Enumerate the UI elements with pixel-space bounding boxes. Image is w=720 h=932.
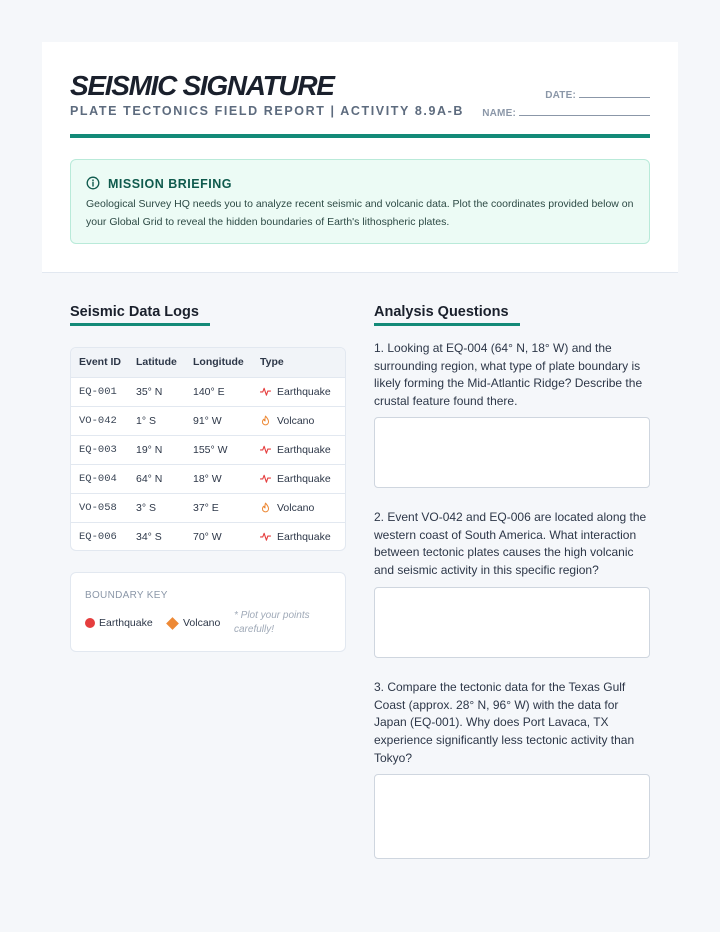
- date-field[interactable]: [545, 89, 650, 101]
- volcano-diamond-icon: [166, 617, 179, 630]
- cell-event-id: EQ-004: [79, 472, 117, 485]
- cell-type: [252, 435, 345, 464]
- cell-event-id: EQ-006: [79, 530, 117, 543]
- cell-latitude: 35° N: [136, 385, 163, 398]
- answer-box-1[interactable]: [374, 417, 650, 488]
- cell-event-id: VO-042: [79, 414, 117, 427]
- flame-icon: [260, 502, 271, 513]
- column-header-type: Type: [260, 356, 284, 369]
- question-3: 3. Compare the tectonic data for the Texas Gulf Coast (approx. 28° N, 96° W) with the data for Japan (EQ-001). Why does Port Lavaca, TX experience significantly less tectonic activity than Tokyo?: [374, 680, 635, 765]
- boundary-key-title: BOUNDARY KEY: [85, 590, 168, 601]
- cell-type: [252, 406, 345, 435]
- info-circle-icon: [86, 176, 100, 190]
- boundary-key-card: [70, 572, 346, 652]
- report-header-card: [42, 42, 678, 273]
- cell-event-id: VO-058: [79, 501, 117, 514]
- cell-type-label: Volcano: [277, 501, 315, 514]
- name-label: NAME:: [482, 108, 516, 119]
- cell-latitude: 3° S: [136, 501, 156, 514]
- flame-icon: [260, 415, 271, 426]
- table-row: [71, 464, 345, 493]
- key-earthquake-label: Earthquake: [99, 617, 153, 629]
- cell-event-id: EQ-003: [79, 443, 117, 456]
- seismograph-icon: [260, 531, 271, 542]
- cell-type-label: Earthquake: [277, 530, 331, 543]
- mission-briefing-panel: [70, 159, 650, 244]
- cell-longitude: 37° E: [193, 501, 219, 514]
- cell-longitude: 70° W: [193, 530, 222, 543]
- seismic-data-table: [70, 347, 346, 551]
- cell-type-label: Earthquake: [277, 443, 331, 456]
- column-header-event-id: Event ID: [79, 356, 122, 369]
- cell-longitude: 18° W: [193, 472, 222, 485]
- answer-box-2[interactable]: [374, 587, 650, 658]
- cell-type-label: Volcano: [277, 414, 315, 427]
- column-header-longitude: Longitude: [193, 356, 244, 369]
- seismograph-icon: [260, 444, 271, 455]
- header-divider: [70, 134, 650, 138]
- table-row: [71, 377, 345, 406]
- name-blank-line[interactable]: [519, 107, 650, 116]
- key-volcano-label: Volcano: [183, 617, 221, 629]
- data-logs-underline: [70, 323, 210, 326]
- data-logs-title: Seismic Data Logs: [70, 304, 199, 320]
- column-header-latitude: Latitude: [136, 356, 177, 369]
- table-row: [71, 435, 345, 464]
- cell-type: [252, 522, 345, 551]
- briefing-title: MISSION BRIEFING: [108, 177, 232, 191]
- seismograph-icon: [260, 473, 271, 484]
- answer-box-3[interactable]: [374, 774, 650, 859]
- date-blank-line[interactable]: [579, 89, 650, 98]
- table-row: [71, 522, 345, 551]
- question-1: 1. Looking at EQ-004 (64° N, 18° W) and the surrounding region, what type of plate boundary is likely forming the Mid-Atlantic Ridge? Describe the crustal feature found there.: [374, 341, 643, 409]
- page-subtitle: PLATE TECTONICS FIELD REPORT | ACTIVITY 8.9A-B: [70, 104, 465, 118]
- key-item-volcano: [166, 617, 220, 629]
- analysis-underline: [374, 323, 520, 326]
- key-item-earthquake: [85, 617, 153, 629]
- cell-latitude: 19° N: [136, 443, 163, 456]
- name-field[interactable]: [482, 107, 650, 119]
- table-row: [71, 493, 345, 522]
- page-title: SEISMIC SIGNATURE: [70, 70, 334, 101]
- cell-latitude: 64° N: [136, 472, 163, 485]
- cell-event-id: EQ-001: [79, 385, 117, 398]
- question-2: 2. Event VO-042 and EQ-006 are located along the western coast of South America. What interaction between tectonic plates causes the high volcanic and seismic activity in this specific region?: [374, 510, 647, 578]
- key-note: * Plot your points carefully!: [234, 610, 310, 635]
- analysis-title: Analysis Questions: [374, 304, 509, 320]
- cell-type-label: Earthquake: [277, 385, 331, 398]
- cell-latitude: 1° S: [136, 414, 156, 427]
- table-header-row: [71, 348, 345, 377]
- cell-latitude: 34° S: [136, 530, 162, 543]
- cell-type: [252, 493, 345, 522]
- table-row: [71, 406, 345, 435]
- cell-type-label: Earthquake: [277, 472, 331, 485]
- cell-type: [252, 464, 345, 493]
- cell-type: [252, 377, 345, 406]
- earthquake-dot-icon: [85, 618, 95, 628]
- cell-longitude: 140° E: [193, 385, 225, 398]
- date-label: DATE:: [545, 90, 576, 101]
- seismograph-icon: [260, 386, 271, 397]
- briefing-text: Geological Survey HQ needs you to analyze recent seismic and volcanic data. Plot the coordinates provided below on your Global Grid to reveal the hidden boundaries of Earth's lithospheric plates.: [86, 198, 634, 228]
- cell-longitude: 155° W: [193, 443, 228, 456]
- cell-longitude: 91° W: [193, 414, 222, 427]
